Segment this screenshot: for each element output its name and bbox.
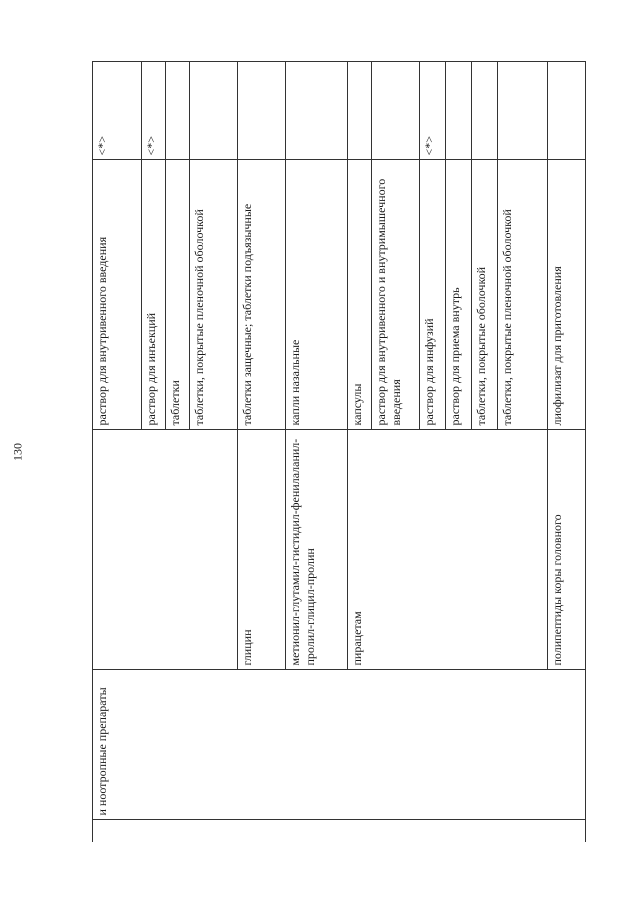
note-cell	[548, 62, 586, 160]
rotated-table-container	[92, 62, 585, 842]
note-cell: <*>	[142, 62, 166, 160]
page-number: 130	[10, 443, 25, 461]
note-cell	[372, 62, 420, 160]
form-cell: раствор для инъекций	[142, 160, 166, 430]
table-row	[93, 62, 142, 842]
inn-cell: полипептиды коры головного	[548, 430, 586, 670]
note-cell	[286, 62, 348, 160]
inn-cell	[93, 430, 238, 670]
inn-cell: пирацетам	[348, 430, 548, 670]
inn-cell: глицин	[238, 430, 286, 670]
group-name-cell: и ноотропные препараты	[93, 670, 586, 820]
note-cell	[238, 62, 286, 160]
note-cell: <*>	[93, 62, 142, 160]
inn-cell: метионил-глутамил-гистидил-фенилаланил-пролил-глицил-пролин	[286, 430, 348, 670]
form-cell: таблетки, покрытые пленочной оболочкой	[498, 160, 548, 430]
drug-table	[92, 62, 586, 843]
note-cell	[446, 62, 472, 160]
note-cell	[498, 62, 548, 160]
form-cell: капсулы	[348, 160, 372, 430]
form-cell: таблетки	[166, 160, 190, 430]
note-cell	[472, 62, 498, 160]
note-cell	[166, 62, 190, 160]
form-cell: таблетки, покрытые оболочкой	[472, 160, 498, 430]
form-cell: раствор для внутривенного введения	[93, 160, 142, 430]
note-cell	[190, 62, 238, 160]
table-area	[92, 62, 585, 842]
form-cell: раствор для приема внутрь	[446, 160, 472, 430]
code-cell	[93, 820, 586, 842]
form-cell: раствор для инфузий	[420, 160, 446, 430]
note-cell	[348, 62, 372, 160]
form-cell: таблетки защечные; таблетки подъязычные	[238, 160, 286, 430]
form-cell: капли назальные	[286, 160, 348, 430]
form-cell: раствор для внутривенного и внутримышечного введения	[372, 160, 420, 430]
form-cell: таблетки, покрытые пленочной оболочкой	[190, 160, 238, 430]
note-cell: <*>	[420, 62, 446, 160]
form-cell: лиофилизат для приготовления	[548, 160, 586, 430]
